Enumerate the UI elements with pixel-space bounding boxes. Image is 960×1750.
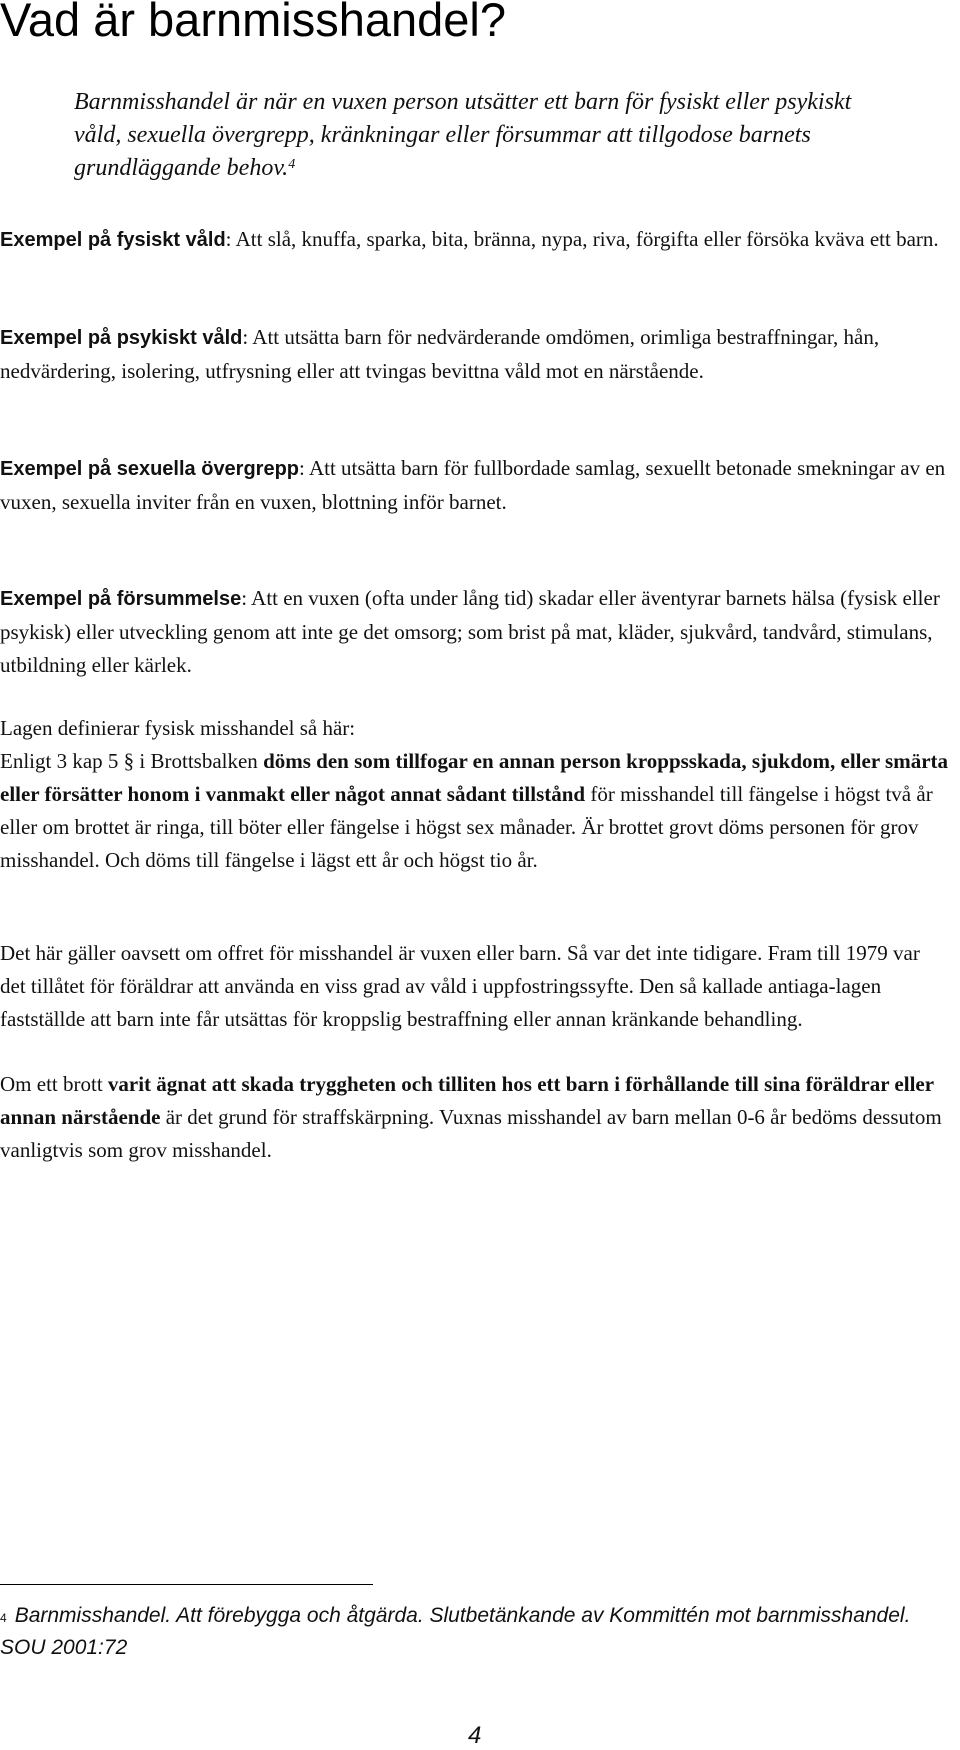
example-text: Att utsätta barn för nedvärderande omdömen, orimliga bestraffningar, hån, nedvärdering, isolering, utfrysning eller att tvingas bevittna våld mot en närstående. (0, 325, 880, 383)
example-psychological-violence: Exempel på psykiskt våld: Att utsätta barn för nedvärderande omdömen, orimliga bestraffningar, hån, nedvärdering, isolering, utfrysning eller att tvingas bevittna våld mot en närstående. (0, 325, 880, 383)
footnote-text: Barnmisshandel. Att förebygga och åtgärda. Slutbetänkande av Kommittén mot barnmisshandel. SOU 2001:72 (0, 1604, 911, 1659)
footnote (0, 1600, 960, 1664)
page-title: Vad är barnmisshandel? (0, 0, 506, 46)
paragraph-aggravation (0, 1068, 950, 1167)
example-label: Exempel på fysiskt våld (0, 229, 226, 251)
intro-paragraph (74, 86, 874, 185)
example-label: Exempel på psykiskt våld (0, 327, 243, 349)
intro-text: Barnmisshandel är när en vuxen person utsätter ett barn för fysiskt eller psykiskt våld, sexuella övergrepp, kränkningar eller försummar att tillgodose barnets grundläggande behov. (74, 89, 852, 181)
example-neglect: Exempel på försummelse: Att en vuxen (ofta under lång tid) skadar eller äventyrar barnets hälsa (fysisk eller psykisk) eller utveckling genom att inte ge det omsorg; som brist på mat, kläder, sjukvård, tandvård, stimulans, utbildning eller kärlek. (0, 586, 940, 677)
law-paragraph (0, 712, 950, 877)
law-reference: Enligt 3 kap 5 § i Brottsbalken (0, 749, 258, 773)
aggravation-bold-text: varit ägnat att skada tryggheten och tilliten hos ett barn i förhållande till sina föräldrar eller annan närstående (0, 1072, 934, 1129)
footnote-number: 4 (0, 1611, 7, 1625)
example-text: Att en vuxen (ofta under lång tid) skadar eller äventyrar barnets hälsa (fysisk eller psykisk) eller utveckling genom att inte ge det omsorg; som brist på mat, kläder, sjukvård, tandvård, stimulans, utbildning eller kärlek. (0, 586, 940, 677)
example-label: Exempel på försummelse (0, 588, 242, 610)
aggravation-text: är det grund för straffskärpning. Vuxnas misshandel av barn mellan 0-6 år bedöms dessutom vanligtvis som grov misshandel. (0, 1105, 942, 1162)
example-physical-violence: Exempel på fysiskt våld: Att slå, knuffa, sparka, bita, bränna, nypa, riva, förgifta eller försöka kväva ett barn. (0, 227, 939, 251)
aggravation-intro: Om ett brott (0, 1072, 103, 1096)
example-label: Exempel på sexuella övergrepp (0, 458, 300, 480)
footnote-reference: 4 (288, 157, 296, 172)
example-text: Att slå, knuffa, sparka, bita, bränna, nypa, riva, förgifta eller försöka kväva ett barn. (235, 227, 939, 251)
page-number: 4 (468, 1722, 482, 1749)
example-text: Att utsätta barn för fullbordade samlag, sexuellt betonade smekningar av en vuxen, sexuella inviter från en vuxen, blottning inför barnet. (0, 456, 946, 514)
example-sexual-abuse: Exempel på sexuella övergrepp: Att utsätta barn för fullbordade samlag, sexuellt betonade smekningar av en vuxen, sexuella inviter från en vuxen, blottning inför barnet. (0, 456, 946, 514)
law-text: för misshandel till fängelse i högst två år eller om brottet är ringa, till böter eller fängelse i högst sex månader. Är brottet grovt döms personen för grov misshandel. Och döms till fängelse i lägst ett år och högst tio år. (0, 782, 933, 872)
footnote-divider (0, 1584, 373, 1585)
law-intro: Lagen definierar fysisk misshandel så här: (0, 716, 356, 740)
paragraph-history: Det här gäller oavsett om offret för misshandel är vuxen eller barn. Så var det inte tidigare. Fram till 1979 var det tillåtet för föräldrar att använda en viss grad av våld i uppfostringssyfte. Den så kallade antiaga-lagen fastställde att barn inte får utsättas för kroppslig bestraffning eller annan kränkande behandling. (0, 941, 920, 1031)
law-bold-text: döms den som tillfogar en annan person kroppsskada, sjukdom, eller smärta eller försätter honom i vanmakt eller något annat sådant tillstånd (0, 749, 949, 806)
